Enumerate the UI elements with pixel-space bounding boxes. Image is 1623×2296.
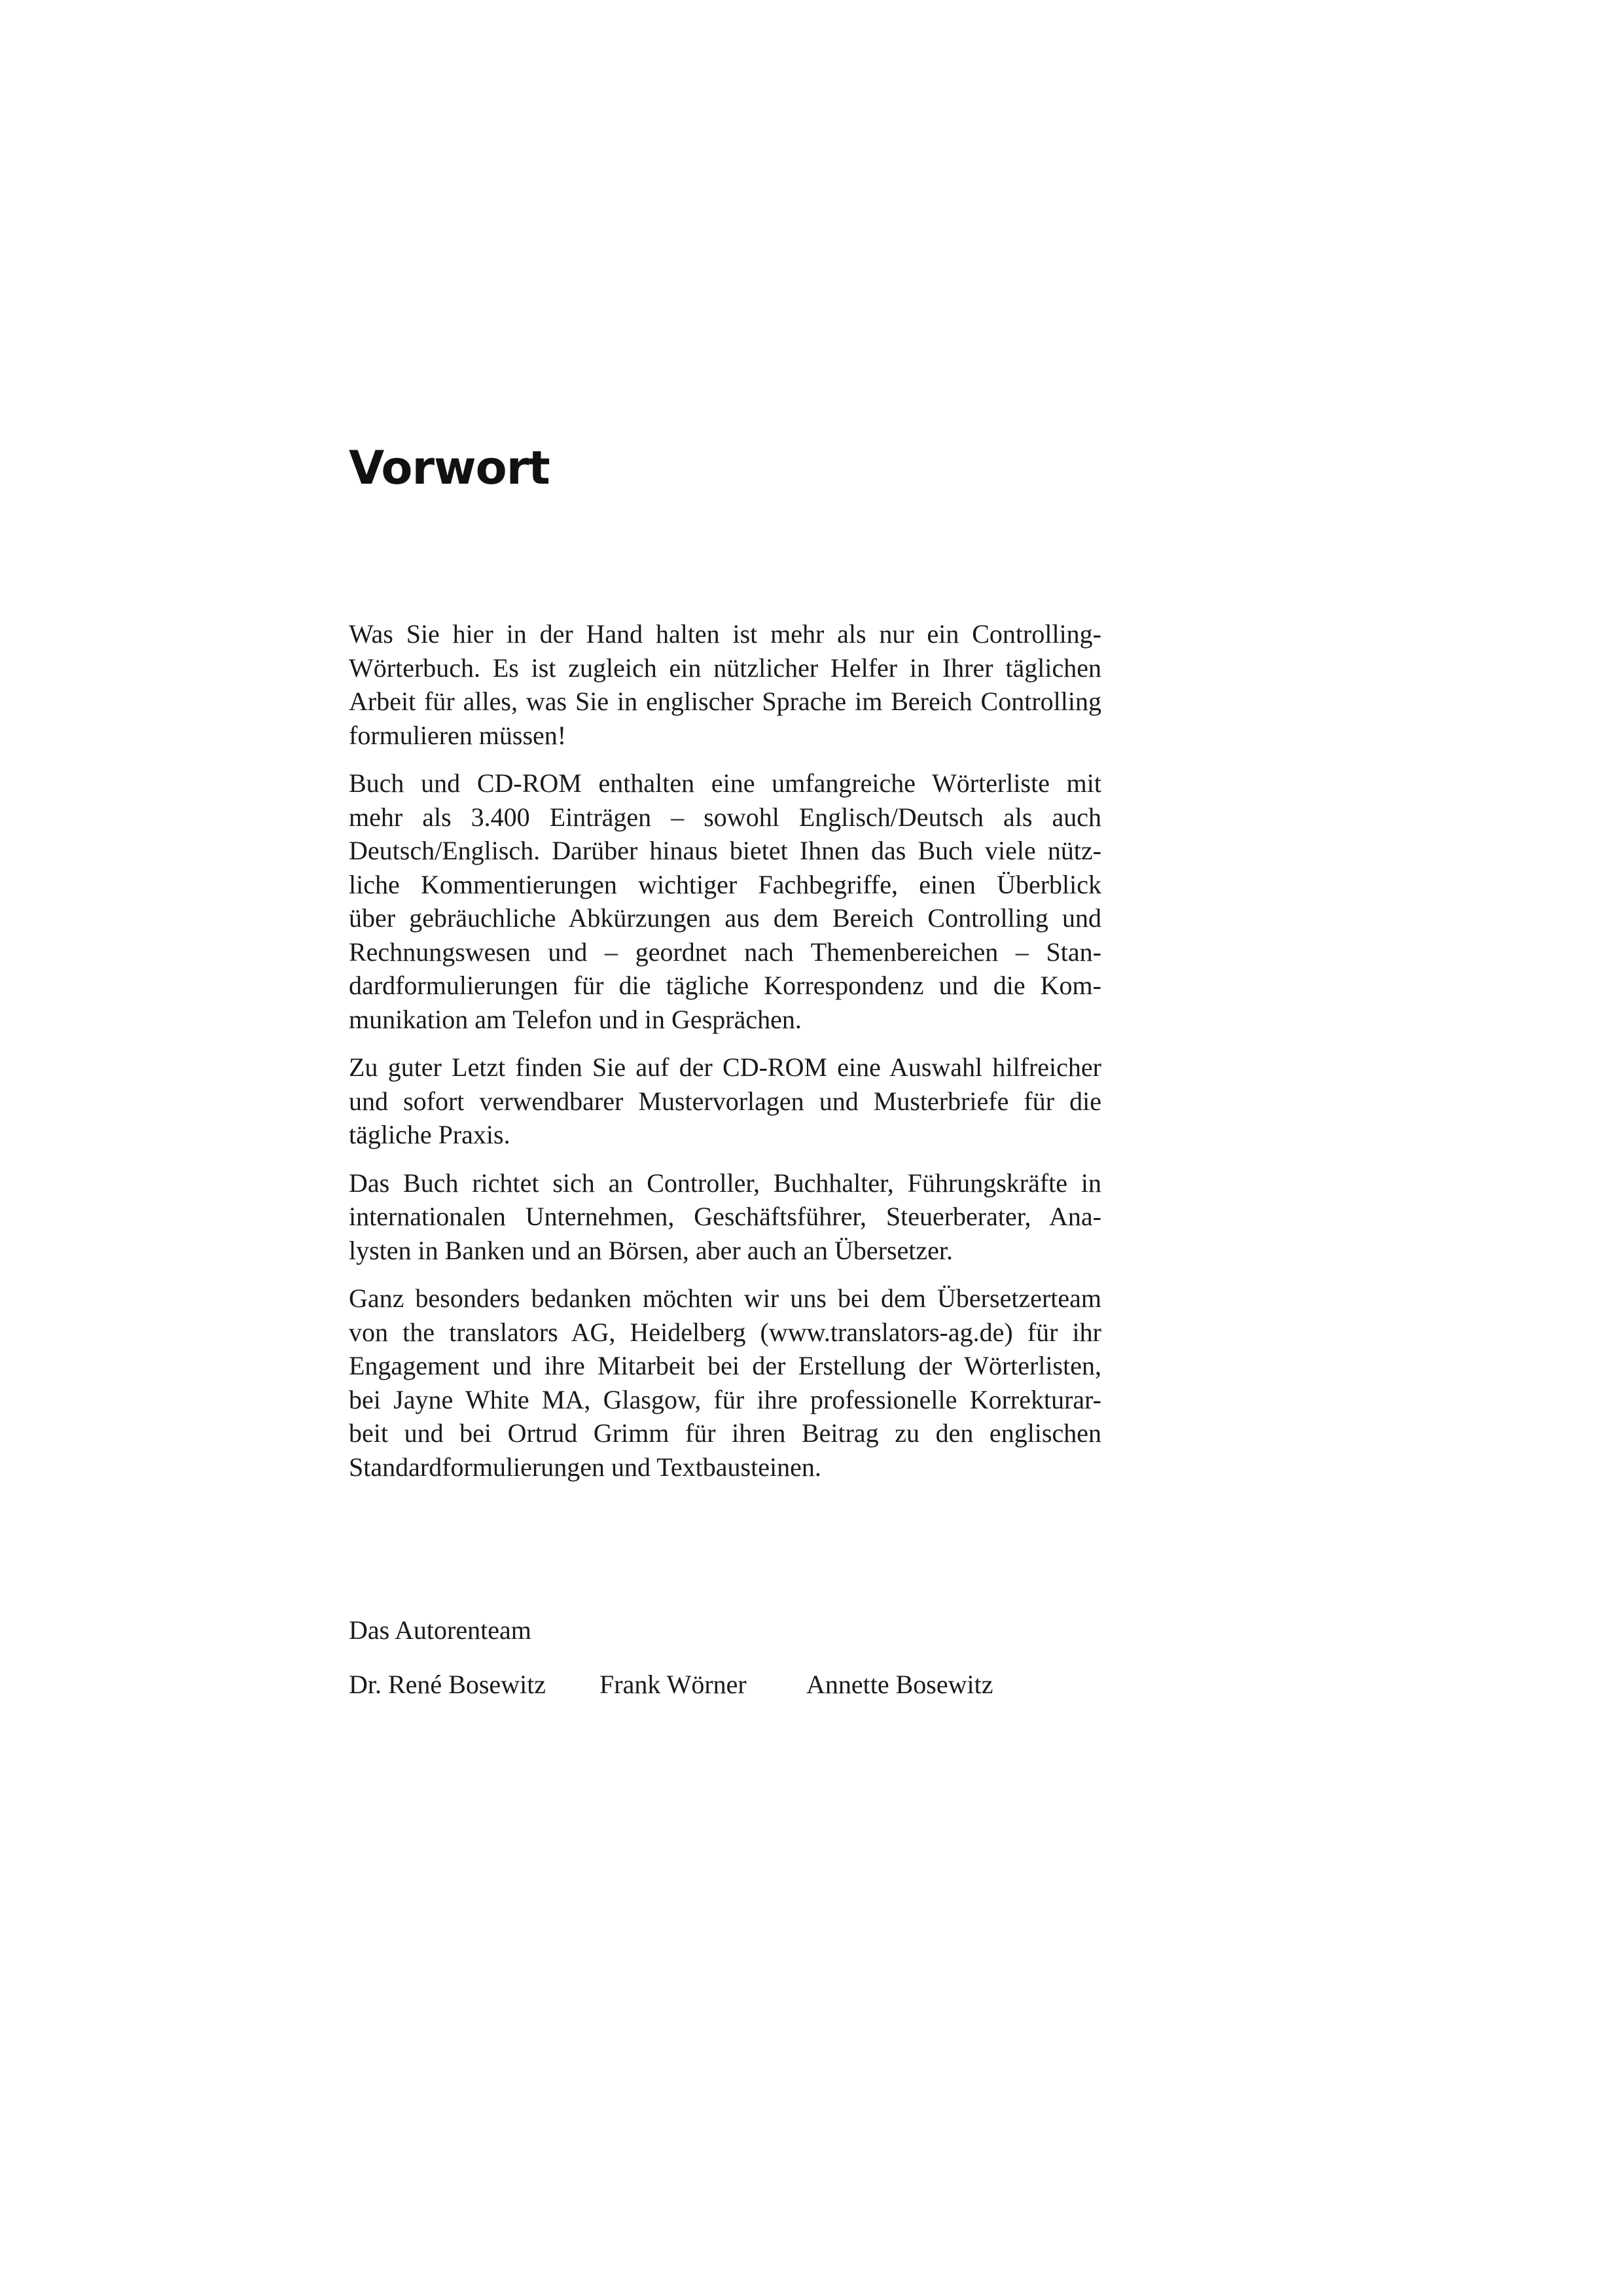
text-line: und sofort verwendbarer Mustervorlagen und Musterbriefe für die bbox=[349, 1086, 1101, 1116]
paragraph-4 bbox=[349, 1166, 1101, 1268]
text-line: beit und bei Ortrud Grimm für ihren Beitrag zu den englischen bbox=[349, 1418, 1101, 1448]
text-line: munikation am Telefon und in Gesprächen. bbox=[349, 1004, 802, 1034]
text-line: von the translators AG, Heidelberg (www.translators-ag.de) für ihr bbox=[349, 1317, 1101, 1347]
page-title: Vorwort bbox=[349, 441, 550, 495]
text-line: Deutsch/Englisch. Darüber hinaus bietet Ihnen das Buch viele nütz- bbox=[349, 836, 1101, 865]
paragraph-3 bbox=[349, 1050, 1101, 1152]
text-line: Buch und CD-ROM enthalten eine umfangreiche Wörterliste mit bbox=[349, 768, 1101, 798]
author-name: Frank Wörner bbox=[599, 1670, 747, 1699]
text-line: Was Sie hier in der Hand halten ist mehr als nur ein Controlling- bbox=[349, 619, 1101, 649]
text-line: Zu guter Letzt finden Sie auf der CD-ROM eine Auswahl hilfreicher bbox=[349, 1052, 1101, 1082]
author-name: Annette Bosewitz bbox=[806, 1670, 993, 1699]
text-line: Ganz besonders bedanken möchten wir uns bei dem Übersetzerteam bbox=[349, 1283, 1101, 1313]
author-name: Dr. René Bosewitz bbox=[349, 1670, 546, 1699]
paragraph-1 bbox=[349, 617, 1101, 752]
text-line: formulieren müssen! bbox=[349, 720, 567, 750]
text-line: internationalen Unternehmen, Geschäftsführer, Steuerberater, Ana- bbox=[349, 1202, 1101, 1231]
text-line: Das Buch richtet sich an Controller, Buchhalter, Führungskräfte in bbox=[349, 1168, 1101, 1198]
signoff: Das Autorenteam bbox=[349, 1615, 531, 1645]
text-line: Engagement und ihre Mitarbeit bei der Erstellung der Wörterlisten, bbox=[349, 1351, 1101, 1380]
text-line: dardformulierungen für die tägliche Korrespondenz und die Kom- bbox=[349, 971, 1101, 1000]
text-line: Arbeit für alles, was Sie in englischer Sprache im Bereich Controlling bbox=[349, 687, 1101, 716]
text-line: mehr als 3.400 Einträgen – sowohl Englisch/Deutsch als auch bbox=[349, 802, 1101, 832]
text-line: Wörterbuch. Es ist zugleich ein nützlicher Helfer in Ihrer täglichen bbox=[349, 653, 1101, 683]
text-line: lysten in Banken und an Börsen, aber auch an Übersetzer. bbox=[349, 1235, 954, 1265]
text-line: liche Kommentierungen wichtiger Fachbegriffe, einen Überblick bbox=[349, 869, 1101, 899]
text-line: Standardformulierungen und Textbausteinen. bbox=[349, 1452, 821, 1482]
text-line: bei Jayne White MA, Glasgow, für ihre professionelle Korrekturar- bbox=[349, 1384, 1101, 1414]
text-line: über gebräuchliche Abkürzungen aus dem Bereich Controlling und bbox=[349, 903, 1101, 933]
text-line: Rechnungswesen und – geordnet nach Themenbereichen – Stan- bbox=[349, 937, 1101, 967]
preface-body bbox=[349, 617, 1101, 1498]
paragraph-2 bbox=[349, 766, 1101, 1036]
text-line: tägliche Praxis. bbox=[349, 1120, 510, 1149]
paragraph-5 bbox=[349, 1282, 1101, 1484]
